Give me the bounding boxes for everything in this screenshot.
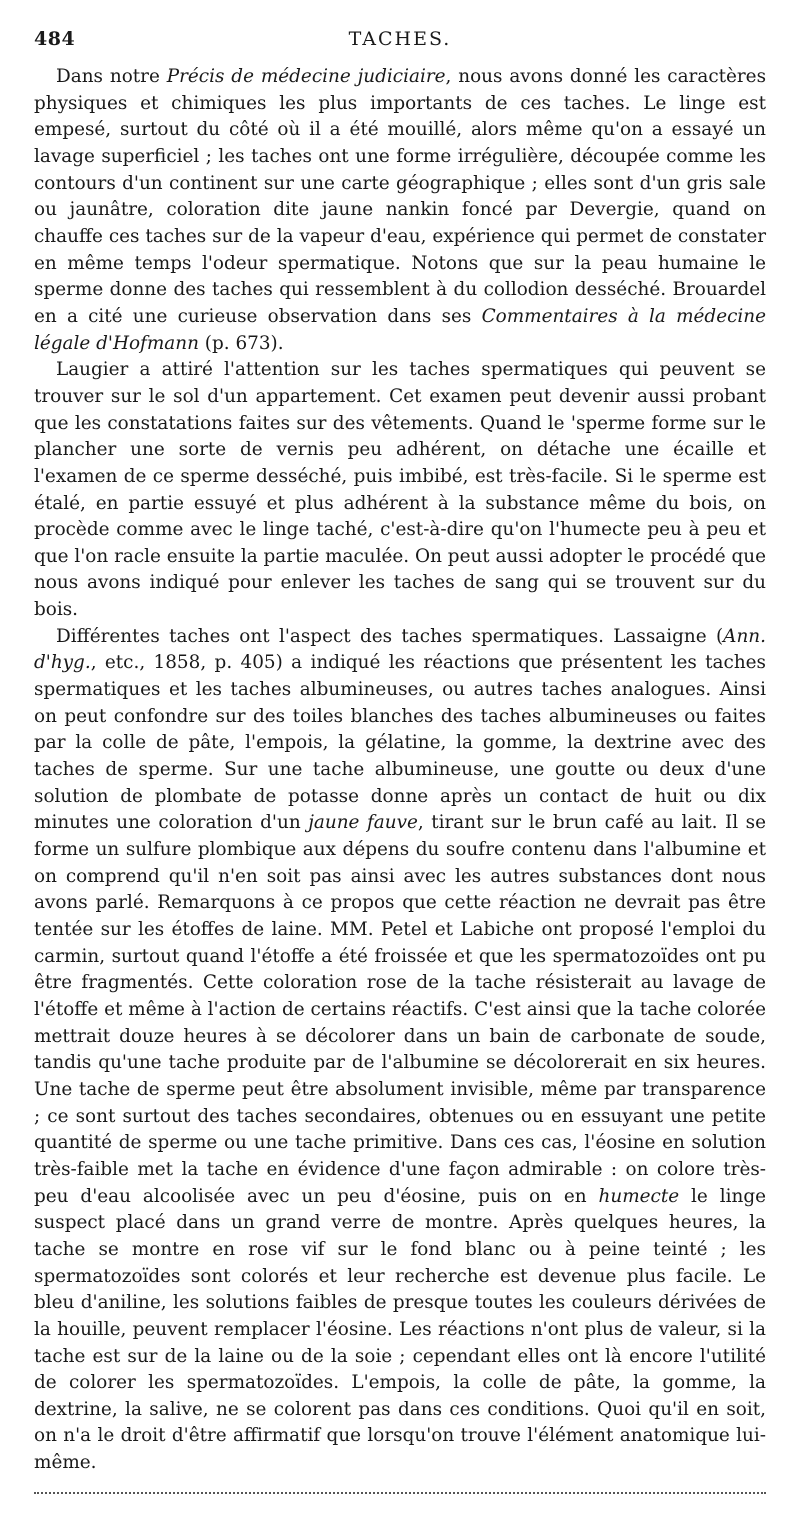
paragraph (34, 624, 766, 1477)
text-run: , etc., 1858, p. 405) a indiqué les réactions que présentent les taches spermatiques et les taches albumineuses, ou autres taches analogues. Ainsi on peut confondre sur des toiles blanches des taches albumineuses ou faites par la colle de pâte, l'empois, la gélatine, la gomme, la dextrine avec des taches de sperme. Sur une tache albumineuse, une goutte ou deux d'une solution de plombate de potasse donne après un contact de huit ou dix minutes une coloration d'un (34, 652, 766, 834)
page-header (34, 28, 766, 62)
text-run: , tirant sur le brun café au lait. Il se forme un sulfure plombique aux dépens du soufre contenu dans l'albumine et on comprend qu'il n'en soit pas ainsi avec les autres substances dont nous avons parlé. Remarquons à ce propos que cette réaction ne devrait pas être tentée sur les étoffes de laine. MM. Petel et Labiche ont proposé l'emploi du carmin, surtout quand l'étoffe a été froissée et que les spermatozoïdes ont pu être fragmentés. Cette coloration rose de la tache résisterait au lavage de l'étoffe et même à l'action de certains réactifs. C'est ainsi que la tache colorée mettrait douze heures à se décolorer dans un bain de carbonate de soude, tandis qu'une tache produite par de l'albumine se décolorerait en six heures. Une tache de sperme peut être absolument invisible, même par transparence ; ce sont surtout des taches secondaires, obtenues ou en essuyant une petite quantité de sperme ou une tache primitive. Dans ces cas, l'éosine en solution très-faible met la tache en évidence d'une façon admirable : on colore très-peu d'eau alcoolisée avec un peu d'éosine, puis on en (34, 812, 766, 1207)
italic-text: Précis de médecine judiciaire (166, 66, 446, 87)
paragraph (34, 64, 766, 357)
running-head: TACHES. (348, 28, 452, 50)
italic-text: Ann. d'hyg. (34, 625, 766, 674)
italic-text: jaune fauve (308, 812, 418, 834)
italic-text: Commentaires à la médecine légale d'Hofmann (34, 305, 766, 354)
footer-dotted-rule (34, 1492, 766, 1498)
text-run: , nous avons donné les caractères physiques et chimiques les plus importants de ces taches. Le linge est empesé, surtout du côté où il a été mouillé, alors même qu'on a essayé un lavage superficiel ; les taches ont une forme irrégulière, découpée comme les contours d'un continent sur une carte géographique ; elles sont d'un gris sale ou jaunâtre, coloration dite jaune nankin foncé par Devergie, quand on chauffe ces taches sur de la vapeur d'eau, expérience qui permet de constater en même temps l'odeur spermatique. Notons que sur la peau humaine le sperme donne des taches qui ressemblent à du collodion desséché. Brouardel en a cité une curieuse observation dans ses (34, 66, 767, 327)
text-run: Différentes taches ont l'aspect des taches spermatiques. Lassaigne ( (56, 625, 724, 647)
paragraph (34, 357, 766, 624)
italic-text: humecte (598, 1185, 680, 1207)
text-run: le linge suspect placé dans un grand verre de montre. Après quelques heures, la tache se montre en rose vif sur le fond blanc ou à peine teinté ; les spermatozoïdes sont colorés et leur recherche est devenue plus facile. Le bleu d'aniline, les solutions faibles de presque toutes les couleurs dérivées de la houille, peuvent remplacer l'éosine. Les réactions n'ont plus de valeur, si la tache est sur de la laine ou de la soie ; cependant elles ont là encore l'utilité de colorer les spermatozoïdes. L'empois, la colle de pâte, la gomme, la dextrine, la salive, ne se colorent pas dans ces conditions. Quoi qu'il en soit, on n'a le droit d'être affirmatif que lorsqu'on trouve l'élément anatomique lui-même. (34, 1185, 766, 1474)
page-number: 484 (34, 28, 76, 50)
text-run: (p. 673). (198, 332, 284, 354)
text-run: Dans notre (56, 66, 167, 87)
text-run: Laugier a attiré l'attention sur les taches spermatiques qui peuvent se trouver sur le sol d'un appartement. Cet examen peut devenir aussi probant que les constatations faites sur des vêtements. Quand le 'sperme forme sur le plancher une sorte de vernis peu adhérent, on détache une écaille et l'examen de ce sperme desséché, puis imbibé, est très-facile. Si le sperme est étalé, en partie essuyé et plus adhérent à la substance même du bois, on procède comme avec le linge taché, c'est-à-dire qu'on l'humecte peu à peu et que l'on racle ensuite la partie maculée. On peut aussi adopter le procédé que nous avons indiqué pour enlever les taches de sang qui se trouvent sur du bois. (34, 359, 766, 621)
body-text (34, 64, 766, 1477)
